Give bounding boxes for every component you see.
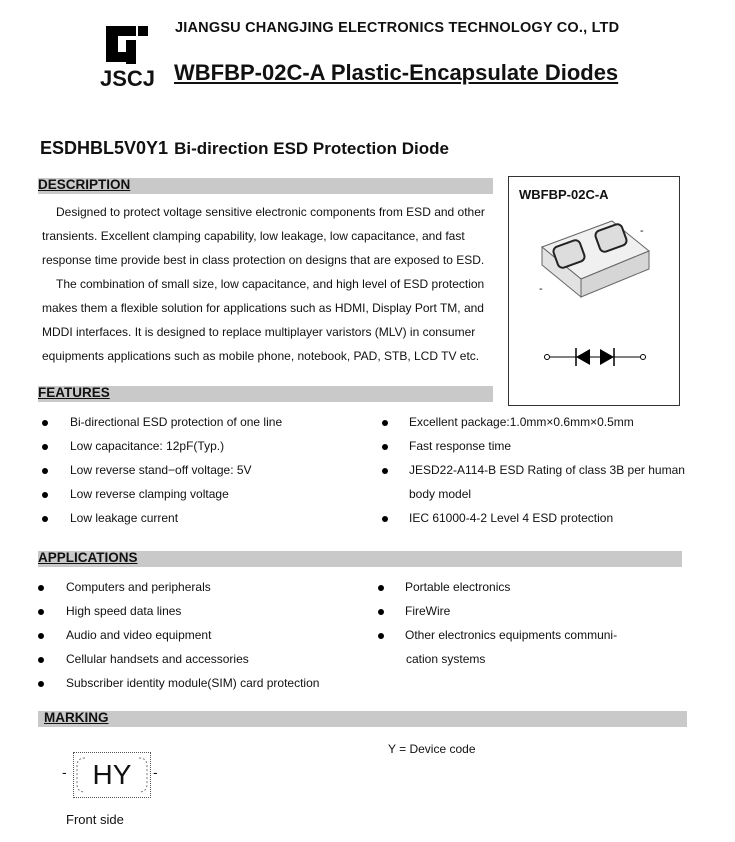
description-paragraph: The combination of small size, low capacitance, and high level of ESD protection makes them a flexible solution for applications such as HDMI, Display Port TM, and MDDI interfaces. It is designed to replace multiplayer varistors (MLV) in consumer equipments applications such as mobile phone, notebook, PAD, STB, LCD TV etc. — [42, 277, 485, 363]
list-item: Cellular handsets and accessories — [38, 647, 368, 671]
marking-dash-right: - — [153, 764, 158, 780]
part-description: Bi-direction ESD Protection Diode — [174, 139, 449, 158]
package-label: WBFBP-02C-A — [519, 187, 609, 202]
marking-caption: Front side — [66, 812, 124, 827]
bullet-icon — [42, 516, 48, 522]
bullet-icon — [382, 468, 388, 474]
description-body — [42, 200, 492, 368]
marking-diagram — [62, 752, 172, 802]
features-section-bar — [38, 386, 493, 402]
list-item: Subscriber identity module(SIM) card protection — [38, 671, 368, 695]
features-list-left — [42, 410, 362, 530]
bullet-icon — [382, 444, 388, 450]
list-item: Computers and peripherals — [38, 575, 368, 599]
company-logo — [100, 22, 158, 92]
features-list-right — [382, 410, 702, 530]
list-item: Fast response time — [382, 434, 702, 458]
description-heading: DESCRIPTION — [38, 177, 131, 192]
list-item: Audio and video equipment — [38, 623, 368, 647]
list-item-continuation: cation systems — [406, 652, 486, 666]
applications-list-left — [38, 575, 368, 695]
marking-section-bar — [38, 711, 687, 727]
list-item: IEC 61000-4-2 Level 4 ESD protection — [382, 506, 702, 530]
bullet-icon — [378, 633, 384, 639]
bullet-icon — [382, 516, 388, 522]
list-item: Low reverse clamping voltage — [42, 482, 362, 506]
list-item: Other electronics equipments communi- — [378, 623, 688, 647]
bullet-icon — [38, 681, 44, 687]
list-item: Excellent package:1.0mm×0.6mm×0.5mm — [382, 410, 702, 434]
description-paragraph: Designed to protect voltage sensitive electronic components from ESD and other transients. Excellent clamping capability, low leakage, low capacitance, and fast response time provide best in class protection on designs that are exposed to ESD. — [42, 205, 485, 267]
marking-code: HY — [92, 759, 132, 790]
bullet-icon — [38, 609, 44, 615]
applications-list-right — [378, 575, 688, 671]
logo-text: JSCJ — [100, 66, 156, 91]
bullet-icon — [378, 585, 384, 591]
package-drawing-icon — [537, 213, 657, 303]
list-item-continuation: body model — [409, 487, 472, 501]
features-heading: FEATURES — [38, 385, 110, 400]
marking-heading: MARKING — [44, 710, 109, 725]
device-code-note: Y = Device code — [388, 742, 476, 756]
bullet-icon — [42, 444, 48, 450]
list-item: High speed data lines — [38, 599, 368, 623]
bullet-icon — [38, 657, 44, 663]
pin-mark-top: - — [640, 225, 644, 237]
list-item: Low capacitance: 12pF(Typ.) — [42, 434, 362, 458]
applications-section-bar — [38, 551, 682, 567]
logo-mark-icon — [100, 22, 158, 66]
applications-heading: APPLICATIONS — [38, 550, 138, 565]
package-box — [508, 176, 680, 406]
bullet-icon — [42, 468, 48, 474]
bullet-icon — [378, 609, 384, 615]
bullet-icon — [42, 492, 48, 498]
bullet-icon — [38, 585, 44, 591]
list-item: Low reverse stand−off voltage: 5V — [42, 458, 362, 482]
list-item: JESD22-A114-B ESD Rating of class 3B per human — [382, 458, 702, 482]
document-headline: WBFBP-02C-A Plastic-Encapsulate Diodes — [174, 60, 619, 85]
marking-dash-left: - — [62, 764, 67, 780]
part-number: ESDHBL5V0Y1 — [40, 138, 169, 158]
company-name: JIANGSU CHANGJING ELECTRONICS TECHNOLOGY CO., LTD — [175, 20, 620, 36]
bullet-icon — [42, 420, 48, 426]
list-item: Portable electronics — [378, 575, 688, 599]
part-title — [40, 138, 449, 159]
list-item: Low leakage current — [42, 506, 362, 530]
list-item: FireWire — [378, 599, 688, 623]
pin-mark-bottom: - — [539, 283, 543, 295]
diode-symbol-icon — [543, 345, 647, 369]
marking-box — [73, 752, 151, 798]
bullet-icon — [382, 420, 388, 426]
list-item: Bi-directional ESD protection of one line — [42, 410, 362, 434]
description-section-bar — [38, 178, 493, 194]
bullet-icon — [38, 633, 44, 639]
